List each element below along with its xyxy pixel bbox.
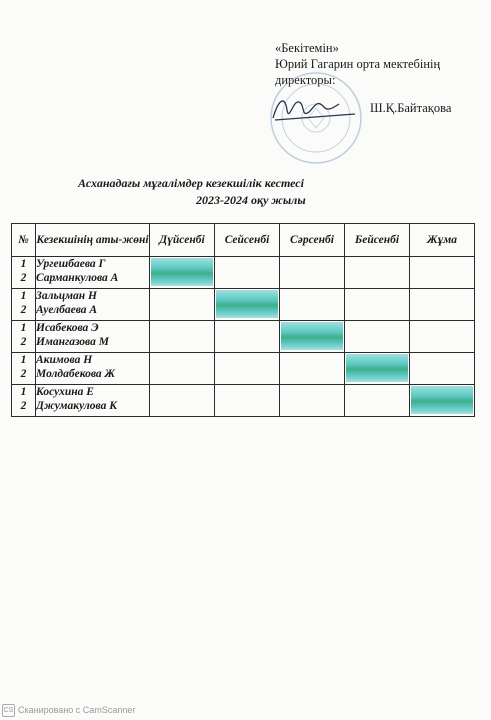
row-number-1: 1 bbox=[20, 354, 27, 366]
row-number-1: 1 bbox=[20, 386, 27, 398]
duty-day-cell bbox=[215, 385, 280, 417]
duty-schedule-table bbox=[11, 223, 475, 417]
duty-day-cell bbox=[215, 257, 280, 289]
row-number-cell bbox=[12, 385, 36, 417]
duty-day-cell bbox=[280, 257, 345, 289]
header-number: № bbox=[12, 224, 36, 257]
header-teacher-name: Кезекшінің аты-жөні bbox=[36, 224, 150, 257]
duty-marker bbox=[151, 258, 213, 286]
header-thursday: Бейсенбі bbox=[345, 224, 410, 257]
camscanner-logo-icon: CS bbox=[2, 704, 15, 717]
duty-day-cell-marked bbox=[150, 257, 215, 289]
duty-day-cell bbox=[215, 321, 280, 353]
teacher-name-2: Ауелбаева А bbox=[36, 304, 98, 316]
row-number-cell bbox=[12, 353, 36, 385]
approval-heading: «Бекітемін» bbox=[275, 41, 339, 55]
row-number-2: 2 bbox=[20, 368, 27, 380]
row-number-2: 2 bbox=[20, 272, 27, 284]
row-number-2: 2 bbox=[20, 304, 27, 316]
table-row bbox=[12, 289, 475, 321]
row-number-1: 1 bbox=[20, 322, 27, 334]
duty-day-cell-marked bbox=[280, 321, 345, 353]
header-wednesday: Сәрсенбі bbox=[280, 224, 345, 257]
duty-day-cell bbox=[410, 353, 475, 385]
teacher-names-cell bbox=[36, 257, 150, 289]
row-number-1: 1 bbox=[20, 258, 27, 270]
header-friday: Жұма bbox=[410, 224, 475, 257]
director-title: директоры: bbox=[275, 73, 336, 87]
row-number-2: 2 bbox=[20, 400, 27, 412]
teacher-name-2: Сарманкулова А bbox=[36, 272, 119, 284]
table-row bbox=[12, 385, 475, 417]
duty-day-cell bbox=[150, 289, 215, 321]
teacher-names-cell bbox=[36, 289, 150, 321]
teacher-name-1: Косухина Е bbox=[36, 386, 94, 398]
duty-day-cell bbox=[150, 385, 215, 417]
teacher-name-2: Джумакулова К bbox=[36, 400, 118, 412]
teacher-name-2: Имангазова М bbox=[36, 336, 109, 348]
teacher-names-cell bbox=[36, 321, 150, 353]
duty-day-cell-marked bbox=[215, 289, 280, 321]
row-number-cell bbox=[12, 321, 36, 353]
director-signature-icon bbox=[265, 88, 360, 128]
teacher-names-cell bbox=[36, 353, 150, 385]
duty-day-cell bbox=[410, 289, 475, 321]
scanner-watermark bbox=[2, 704, 135, 718]
duty-marker bbox=[216, 290, 278, 318]
school-name: Юрий Гагарин орта мектебінің bbox=[275, 57, 441, 71]
teacher-name-1: Акимова Н bbox=[36, 354, 93, 366]
row-number-cell bbox=[12, 257, 36, 289]
table-row bbox=[12, 257, 475, 289]
duty-day-cell bbox=[215, 353, 280, 385]
duty-marker bbox=[281, 322, 343, 350]
schedule-title: Асханадағы мұғалімдер кезекшілік кестесі bbox=[78, 176, 304, 190]
duty-day-cell bbox=[280, 385, 345, 417]
duty-day-cell bbox=[345, 257, 410, 289]
table-row bbox=[12, 353, 475, 385]
duty-day-cell bbox=[345, 385, 410, 417]
row-number-1: 1 bbox=[20, 290, 27, 302]
duty-day-cell bbox=[150, 321, 215, 353]
school-year: 2023-2024 оқу жылы bbox=[196, 193, 306, 207]
duty-day-cell bbox=[410, 257, 475, 289]
director-name: Ш.Қ.Байтақова bbox=[370, 101, 452, 115]
teacher-name-2: Молдабекова Ж bbox=[36, 368, 116, 380]
table-row bbox=[12, 321, 475, 353]
duty-marker bbox=[411, 386, 473, 414]
teacher-name-1: Зальцман Н bbox=[36, 290, 97, 302]
duty-day-cell bbox=[345, 321, 410, 353]
duty-day-cell bbox=[345, 289, 410, 321]
duty-day-cell bbox=[150, 353, 215, 385]
row-number-2: 2 bbox=[20, 336, 27, 348]
header-tuesday: Сейсенбі bbox=[215, 224, 280, 257]
duty-day-cell-marked bbox=[410, 385, 475, 417]
duty-day-cell bbox=[280, 289, 345, 321]
duty-marker bbox=[346, 354, 408, 382]
teacher-name-1: Ургешбаева Г bbox=[36, 258, 106, 270]
header-monday: Дүйсенбі bbox=[150, 224, 215, 257]
scanner-watermark-text: Сканировано с CamScanner bbox=[18, 704, 136, 715]
duty-day-cell bbox=[280, 353, 345, 385]
row-number-cell bbox=[12, 289, 36, 321]
teacher-name-1: Исабекова Э bbox=[36, 322, 99, 334]
table-header-row bbox=[12, 224, 475, 257]
duty-day-cell-marked bbox=[345, 353, 410, 385]
teacher-names-cell bbox=[36, 385, 150, 417]
duty-day-cell bbox=[410, 321, 475, 353]
